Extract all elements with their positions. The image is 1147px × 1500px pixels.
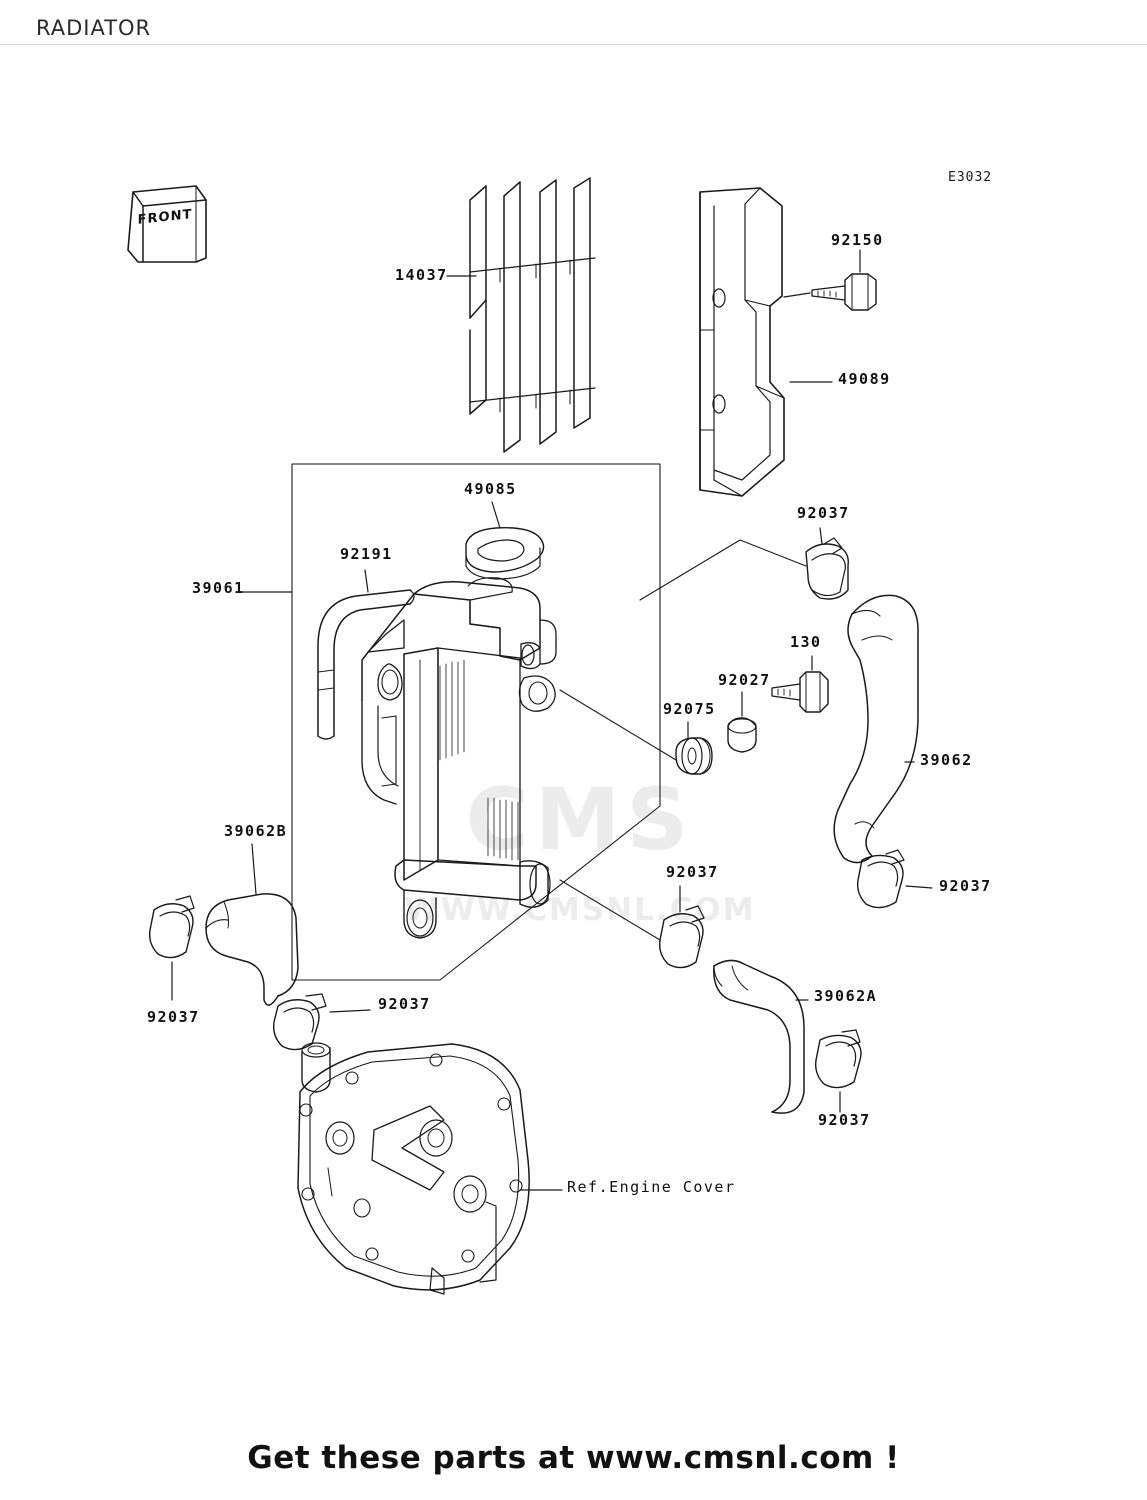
reference-engine-cover: Ref.Engine Cover [567,1178,736,1196]
title-divider [0,44,1147,45]
callout-39061: 39061 [192,579,245,597]
watermark-text: CMS [465,770,695,870]
front-direction-badge [128,186,210,262]
callout-49085: 49085 [464,480,517,498]
footer-cta: Get these parts at www.cmsnl.com ! [247,1440,900,1476]
watermark-url: WWW.CMSNL.COM [404,892,756,928]
callout-130: 130 [790,633,822,651]
callout-92037-upper-right: 92037 [797,504,850,522]
callout-14037: 14037 [395,266,448,284]
front-badge-label: FRONT [137,207,193,228]
callout-92037-far-left: 92037 [147,1008,200,1026]
callout-92037-bottom-right: 92037 [818,1111,871,1129]
callout-92191: 92191 [340,545,393,563]
callout-49089: 49089 [838,370,891,388]
callout-92027: 92027 [718,671,771,689]
watermark [300,540,860,980]
diagram-code: E3032 [948,170,993,185]
callout-39062B: 39062B [224,822,288,840]
callout-39062: 39062 [920,751,973,769]
callout-92037-right-lower: 92037 [939,877,992,895]
callout-92037-center: 92037 [666,863,719,881]
callout-92150: 92150 [831,231,884,249]
callout-92037-left-lower: 92037 [378,995,431,1013]
page-title: RADIATOR [36,16,152,40]
callout-92075: 92075 [663,700,716,718]
callout-39062A: 39062A [814,987,878,1005]
